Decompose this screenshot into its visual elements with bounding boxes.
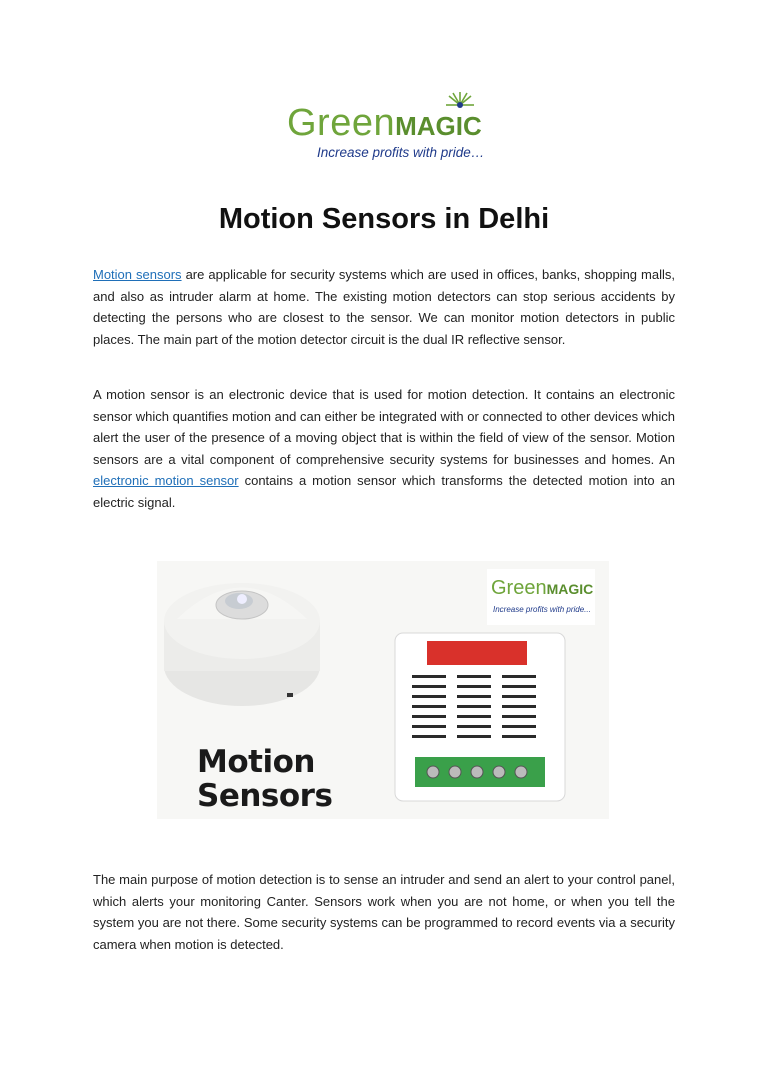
paragraph-definition-text-2: contains a motion sensor which transforms the detected motion into an electric signal. xyxy=(93,473,675,510)
image-logo-tagline: Increase profits with pride... xyxy=(493,605,591,614)
paragraph-intro-text: are applicable for security systems which are used in offices, banks, shopping malls, and also as intruder alarm at home. The existing motion detectors can stop serious accidents by detecting the persons who are closest to the sensor. We can monitor motion detectors in public places. The main part of the motion detector circuit is the dual IR reflective sensor. xyxy=(93,267,676,347)
paragraph-definition-text-1: A motion sensor is an electronic device that is used for motion detection. It contains an electronic sensor which quantifies motion and can either be integrated with or connected to other devices which alert the user of the presence of a moving object that is within the field of view of the sensor. Motion sensors are a vital component of comprehensive security systems for businesses and homes. An xyxy=(93,387,675,467)
logo-green-text: Green xyxy=(287,102,396,144)
image-logo-green: Green xyxy=(491,577,547,599)
electronic-motion-sensor-link[interactable]: electronic motion sensor xyxy=(93,473,239,488)
paragraph-purpose: The main purpose of motion detection is to sense an intruder and send an alert to your control panel, which alerts your monitoring Canter. Sensors work when you are not home, or when you tell the system you are not there. Some security systems can be programmed to record events via a security camera when motion is detected. xyxy=(93,872,675,952)
logo-magic-text: MAGIC xyxy=(395,111,482,141)
image-caption-line1: Motion xyxy=(197,744,315,780)
page-title: Motion Sensors in Delhi xyxy=(218,203,550,235)
image-logo-magic: MAGIC xyxy=(546,581,594,597)
motion-sensors-link[interactable]: Motion sensors xyxy=(93,267,182,282)
image-caption xyxy=(197,745,332,813)
paragraph-intro xyxy=(93,264,675,350)
image-logo xyxy=(487,569,595,625)
logo-tagline: Increase profits with pride… xyxy=(317,145,485,160)
product-image xyxy=(157,561,609,819)
image-logo-wordmark xyxy=(491,577,593,600)
image-caption-line2: Sensors xyxy=(197,778,333,814)
sparkle-icon xyxy=(445,90,475,120)
paragraph-definition xyxy=(93,384,675,513)
brand-logo xyxy=(287,92,487,164)
